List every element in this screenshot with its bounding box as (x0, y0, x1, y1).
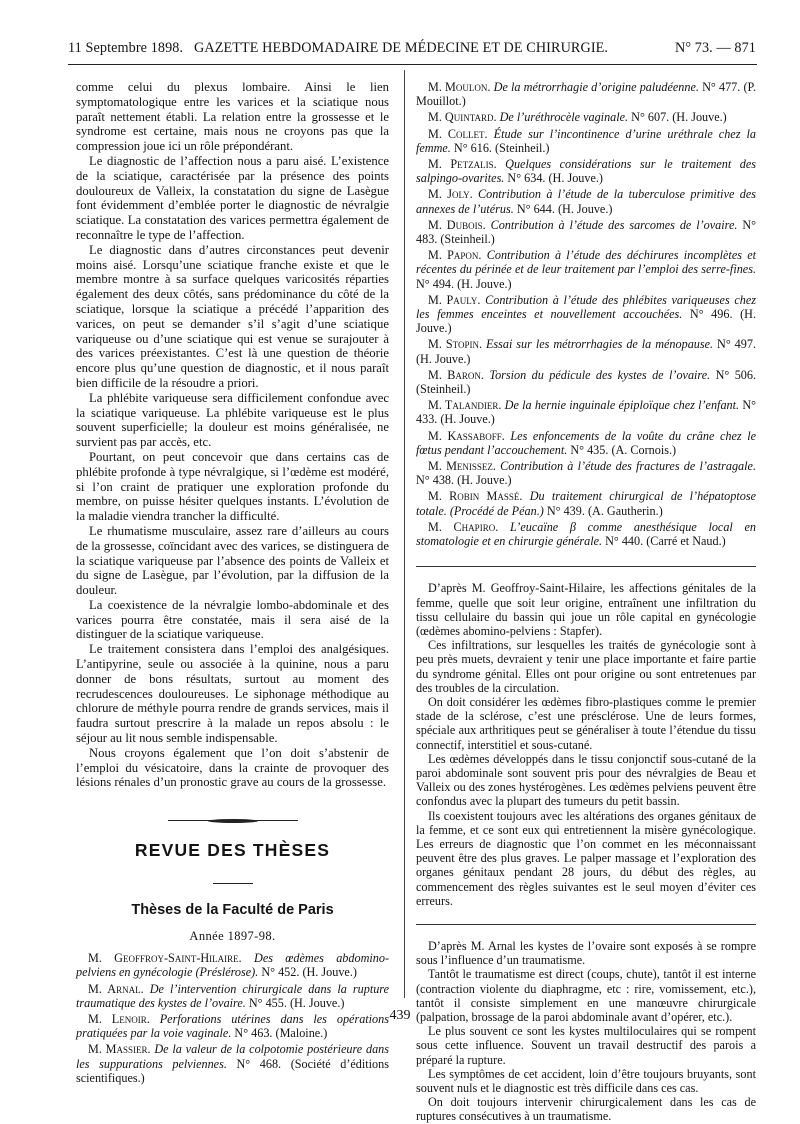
thesis-title: Torsion du pédicule des kystes de l’ovaire. (489, 367, 711, 382)
thesis-title: Contribution à l’étude des phlébites variqueuses chez les femmes enceintes et nouvellement accouchées. (416, 292, 757, 322)
thesis-entry (416, 157, 756, 187)
thesis-title: Contribution à l’étude de la tuberculose primitive des annexes de l’utérus. (416, 187, 756, 216)
academic-year: Année 1897-98. (189, 929, 276, 944)
thesis-reference: N° 483. (Steinheil.) (416, 217, 756, 247)
thesis-reference: N° 438. (H. Jouve.) (416, 473, 512, 488)
thesis-entry (416, 127, 756, 157)
paragraph: Ils coexistent toujours avec les altérations des organes génitaux de la femme, et ce sont eux qui entretiennent la misère gynécologique. Les erreurs de diagnostic que l’on commet en les méconnaissant peuvent être des plus graves. Le palper massage et l’exploration des organes génitaux pendant 28 jours, du début des règles, au commencement des règles suivantes est le seul moyen d’éviter ces erreurs. (416, 808, 756, 908)
thesis-reference: N° 477. (P. Mouillot.) (416, 80, 757, 109)
thesis-reference: N° 440. (Carré et Naud.) (605, 534, 726, 549)
thesis-author: M. Pauly. (428, 292, 481, 307)
section-title: REVUE DES THÈSES (134, 840, 331, 861)
issue-number: N° 73. — 871 (675, 40, 756, 56)
thesis-author: M. Robin Massé. (428, 489, 523, 504)
thesis-author: M. Massier. (88, 1042, 151, 1057)
thesis-author: M. Arnal. (88, 981, 144, 996)
running-header (68, 40, 756, 62)
thesis-entry (416, 80, 756, 110)
paragraph: Le traitement consistera dans l’emploi des analgésiques. L’antipyrine, seule ou associée à la quinine, nous a paru donner de bons résultats, surtout au moment des recrudescences douloureuses. Le siphonage méthodique au chlorure de méthyle pourra rendre de grands services, mais il faudra surtout prescrire à la malade un repos absolu : le séjour au lit nous semble indispensable. (76, 642, 389, 746)
thesis-author: M. Geoffroy-Saint-Hilaire. (88, 951, 242, 966)
thesis-author: M. Baron. (428, 367, 484, 382)
thesis-title: Perforations utérines dans les opérations pratiquées par la voie vaginale. (76, 1012, 389, 1041)
thesis-entry (416, 398, 756, 428)
thesis-reference: N° 433. (H. Jouve.) (416, 398, 757, 427)
thesis-author: M. Dubois. (428, 217, 486, 232)
thesis-entry (416, 429, 756, 459)
paragraph: Tantôt le traumatisme est direct (coups, chute), tantôt il est interne (contraction violente du diaphragme, etc : rire, vomissement, etc.), tantôt il consiste simplement en une manœuvre chirurgicale (palpation, brossage de la paroi abdominale avant d’opérer, etc.). (416, 967, 756, 1024)
thesis-author: M. Kassaboff. (428, 428, 505, 443)
right-column (416, 80, 756, 1124)
thesis-title: De la hernie inguinale épiploïque chez l’enfant. (504, 398, 740, 413)
thesis-title: Contribution à l’étude des déchirures incomplètes et récentes du périnée et de leur traitement par l’emploi des serre-fines. (416, 248, 757, 277)
left-column (76, 80, 389, 1087)
thesis-entry (416, 248, 756, 293)
thesis-entry (416, 489, 756, 519)
paragraph: La coexistence de la névralgie lombo-abdominale et des varices pourra être constatée, mais il sera aisé de la distinguer de la sciatique variqueuse. (76, 597, 389, 642)
thesis-author: M. Moulon. (428, 80, 491, 94)
column-divider (404, 70, 405, 998)
section-ornament (168, 818, 298, 824)
paragraph: La phlébite variqueuse sera difficilement confondue avec la sciatique variqueuse. La phlébite variqueuse est le plus souvent superficielle; la douleur est moins généralisée, ne survient pas par accès, etc. (76, 390, 389, 450)
thesis-entry (416, 187, 756, 217)
paragraph: D’après M. Geoffroy-Saint-Hilaire, les affections génitales de la femme, quelle que soit leur origine, entraînent une infiltration du tissu cellulaire du bassin qui joue un rôle capital en gynécologie (œdèmes abomino-pelviens : Stapfer). (416, 581, 756, 638)
thesis-reference: N° 496. (H. Jouve.) (416, 307, 756, 336)
thesis-reference: N° 468. (Société d’éditions scientifiques.) (76, 1056, 389, 1085)
thesis-entry (76, 1042, 389, 1087)
thesis-reference: N° 607. (H. Jouve.) (631, 110, 727, 125)
paragraph: Les œdèmes développés dans le tissu conjonctif sous-cutané de la paroi abdominale sont souvent pris pour des névralgies de Beau et Valleix ou des zones hystérogènes. Les œdèmes pelviens peuvent être confondus avec la plupart des tumeurs du petit bassin. (416, 751, 756, 809)
thesis-title: Essai sur les métrorrhagies de la ménopause. (485, 337, 714, 352)
thesis-title: Des œdèmes abdomino-pelviens en gynécologie (Préslérose). (76, 951, 389, 980)
thesis-entry (416, 520, 756, 550)
paragraph: On doit toujours intervenir chirurgicalement dans les cas de ruptures consécutives à un traumatisme. (416, 1095, 756, 1124)
paragraph: On doit considérer les œdèmes fibro-plastiques comme le premier stade de la sclérose, c’est une présclérose. Une de leurs formes, spéciale aux arthritiques peut se généraliser à toute l’étendue du tissu connectif, interstitiel et sous-cutané. (416, 694, 756, 752)
journal-title: GAZETTE HEBDOMADAIRE DE MÉDECINE ET DE CHIRURGIE. (194, 40, 609, 56)
thesis-title: Étude sur l’incontinence d’urine uréthrale chez la femme. (416, 126, 756, 155)
thesis-author: M. Talandier. (428, 398, 502, 413)
paragraph: Les symptômes de cet accident, loin d’être toujours bruyants, sont souvent nuls et le diagnostic est très difficile dans ces cas. (416, 1066, 756, 1095)
article-body (76, 80, 389, 790)
thesis-author: M. Joly. (428, 187, 473, 202)
thesis-author: M. Quintard. (428, 110, 497, 125)
thesis-entry (416, 337, 756, 367)
summary-arnal (416, 939, 756, 1124)
thesis-title: Du traitement chirurgical de l’hépatoptose totale. (Procédé de Péan.) (416, 489, 756, 518)
thesis-title: De l’intervention chirurgicale dans la rupture traumatique des kystes de l’ovaire. (76, 981, 390, 1010)
paragraph: Pourtant, on peut concevoir que dans certains cas de phlébite profonde à type névralgique, si l’œdème est modéré, si l’on craint de pratiquer une exploration profonde du membre, on puisse hésiter quelques instants. L’évolution de la maladie viendra trancher la difficulté. (76, 449, 389, 524)
header-rule (68, 64, 757, 65)
paragraph: Le diagnostic de l’affection nous a paru aisé. L’existence de la sciatique, caractérisée par la présence des points douloureux de Valleix, la constatation du signe de Lasègue font évidemment d’emblée porter le diagnostic de névralgie sciatique. La constatation des varices permettra également de reconnaître le type de l’affection. (76, 153, 389, 242)
thesis-author: M. Papon. (428, 248, 482, 263)
thesis-title: Contribution à l’étude des sarcomes de l’ovaire. (490, 217, 738, 232)
thesis-title: L’eucaïne β comme anesthésique local en stomatologie et en chirurgie générale. (416, 519, 756, 549)
thesis-list-continued (416, 80, 756, 550)
short-divider (213, 883, 253, 884)
block-divider (416, 924, 756, 925)
thesis-title: De la métrorrhagie d’origine paludéenne. (493, 80, 699, 94)
thesis-entry (416, 368, 756, 398)
thesis-reference: N° 644. (H. Jouve.) (516, 201, 613, 216)
thesis-reference: N° 497. (H. Jouve.) (416, 337, 756, 366)
subsection-title: Thèses de la Faculté de Paris (131, 902, 334, 919)
paragraph: D’après M. Arnal les kystes de l’ovaire sont exposés à se rompre sous l’influence d’un traumatisme. (416, 938, 756, 968)
paragraph: Ces infiltrations, sur lesquelles les traités de gynécologie sont à peu près muets, devraient y tenir une place importante et faire partie du syndrome génital. Elles ont pour origine ou sont entretenues par des troubles de la circulation. (416, 638, 756, 695)
thesis-reference: N° 435. (A. Cornois.) (570, 442, 677, 457)
paragraph: Le plus souvent ce sont les kystes multiloculaires qui se rompent sous cette influence. Souvent un travail destructif des parois a préparé la rupture. (416, 1024, 756, 1067)
thesis-author: M. Menissez. (428, 459, 496, 474)
block-divider (416, 566, 756, 567)
page-number: 439 (389, 1008, 411, 1023)
thesis-author: M. Chapiro. (428, 519, 499, 534)
thesis-title: Les enfoncements de la voûte du crâne chez le fœtus pendant l’accouchement. (416, 428, 756, 457)
issue-date: 11 Septembre 1898. (68, 40, 184, 56)
thesis-reference: N° 506. (Steinheil.) (416, 367, 757, 397)
summary-geoffroy (416, 581, 756, 908)
thesis-entry (416, 218, 756, 248)
paragraph: Le rhumatisme musculaire, assez rare d’ailleurs au cours de la grossesse, coïncidant avec des varices, se distinguera de la sciatique variqueuse par l’absence des points de Valleix et du signe de Lasègue, par l’évolution, par la diffusion de la douleur. (76, 523, 389, 598)
thesis-reference: N° 616. (Steinheil.) (453, 140, 550, 155)
paragraph: comme celui du plexus lombaire. Ainsi le lien symptomatologique entre les varices et la sciatique nous paraît nettement établi. La relation entre la grossesse et le syndrome est certaine, mais nous ne croyons pas que la compression joue ici un rôle prépondérant. (76, 80, 389, 154)
thesis-reference: N° 463. (Maloine.) (234, 1026, 328, 1041)
thesis-reference: N° 452. (H. Jouve.) (261, 965, 357, 980)
thesis-author: M. Stopin. (428, 337, 482, 352)
thesis-author: M. Lenoir. (88, 1012, 150, 1027)
thesis-title: De la valeur de la colpotomie postérieure dans les suppurations pelviennes. (76, 1042, 389, 1071)
thesis-reference: N° 634. (H. Jouve.) (507, 171, 603, 186)
thesis-entry (416, 459, 756, 489)
thesis-entry (416, 293, 756, 338)
thesis-reference: N° 455. (H. Jouve.) (248, 995, 345, 1010)
thesis-entry (76, 951, 389, 981)
thesis-title: Quelques considérations sur le traitement des salpingo-ovarites. (416, 157, 756, 186)
thesis-entry (416, 110, 756, 126)
thesis-title: Contribution à l’étude des fractures de l’astragale. (500, 459, 756, 474)
paragraph: Le diagnostic dans d’autres circonstances peut devenir moins aisé. Lorsqu’une sciatique franche existe et que le membre montre à sa surface quelques varicosités réparties également des deux côtés, sans prédominance du côté de la sciatique, lorsque la sciatique a précédé l’apparition des varices, on peut se demander s’il s’agit d’une sciatique variqueuse ou d’une sciatique qui est venue se surajouter à des varices préexistantes. C’est là une question de théorie encore plus qu’une question de diagnostic, et il nous paraît bien difficile de la résoudre a priori. (76, 242, 389, 390)
thesis-reference: N° 494. (H. Jouve.) (416, 276, 512, 291)
thesis-reference: N° 439. (A. Gautherin.) (546, 503, 663, 518)
paragraph: Nous croyons également que l’on doit s’abstenir de l’emploi du vésicatoire, dans la crainte de provoquer des lésions rénales d’un pronostic grave au cours de la grossesse. (76, 745, 389, 790)
thesis-title: De l’uréthrocèle vaginale. (499, 110, 629, 125)
thesis-author: M. Collet. (428, 126, 488, 141)
thesis-author: M. Petzalis. (428, 157, 497, 172)
